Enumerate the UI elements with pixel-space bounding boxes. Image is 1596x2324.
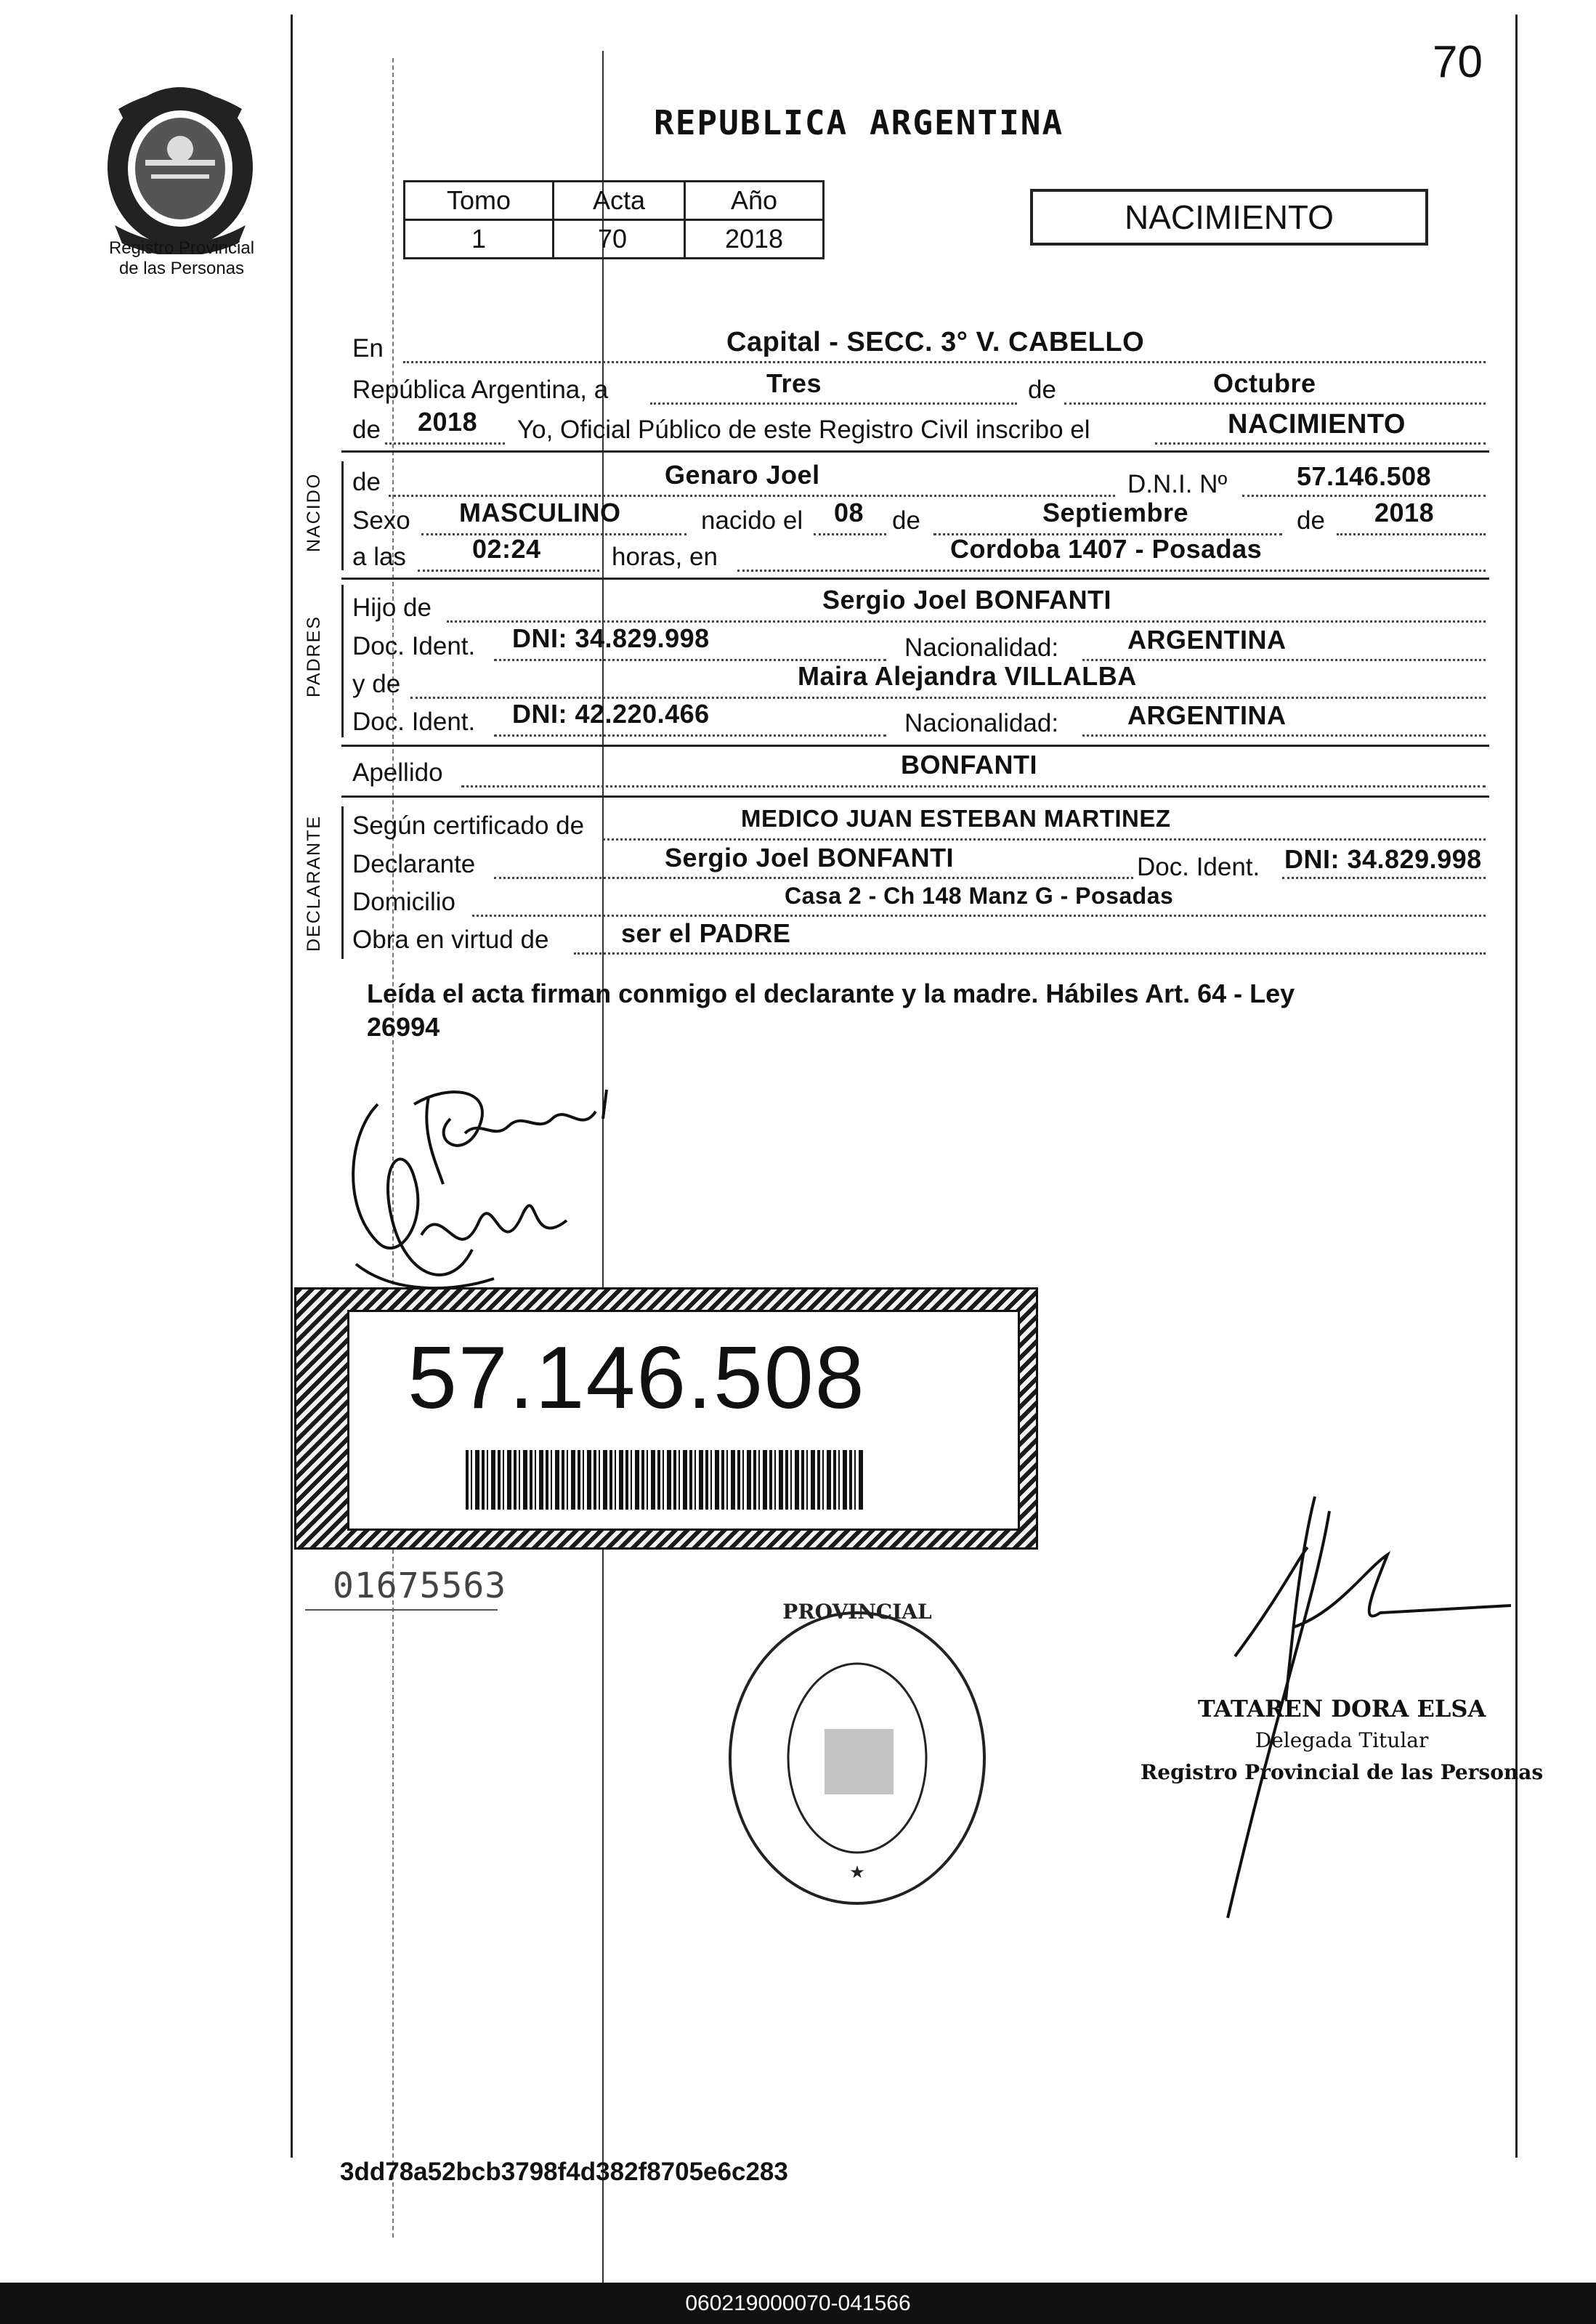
- section-label-nacido: NACIDO: [304, 472, 324, 552]
- dni-sticker-number: 57.146.508: [408, 1328, 866, 1427]
- table-header-ano: Año: [685, 182, 824, 220]
- svg-text:★: ★: [849, 1862, 865, 1882]
- table-header-acta: Acta: [554, 182, 685, 220]
- child-birth-year: 2018: [1374, 498, 1435, 527]
- surname: BONFANTI: [901, 750, 1037, 780]
- document-title: REPUBLICA ARGENTINA: [654, 103, 1064, 142]
- declarant-relation: ser el PADRE: [621, 918, 791, 948]
- dni-sticker-inner: [347, 1310, 1020, 1531]
- mother-nationality: ARGENTINA: [1127, 700, 1287, 730]
- declarant-doc: DNI: 34.829.998: [1284, 844, 1482, 874]
- serial-number: 01675563: [333, 1566, 507, 1606]
- official-stamp: [1141, 1693, 1543, 1789]
- document-hash: 3dd78a52bcb3798f4d382f8705e6c283: [340, 2158, 788, 2186]
- official-title: Delegada Titular: [1255, 1728, 1429, 1752]
- intro-act: NACIMIENTO: [1228, 409, 1406, 440]
- child-name: Genaro Joel: [665, 460, 820, 490]
- mother-doc: DNI: 42.220.466: [512, 699, 710, 729]
- table-value-ano: 2018: [685, 220, 824, 259]
- declarant-name: Sergio Joel BONFANTI: [665, 843, 955, 872]
- declarant-signature: [334, 1075, 625, 1308]
- official-name: TATAREN DORA ELSA: [1197, 1695, 1486, 1722]
- intro-row-1: En: [352, 334, 384, 363]
- seal-caption: [734, 1918, 995, 1919]
- intro-day: Tres: [766, 368, 822, 398]
- intro-year: 2018: [418, 407, 478, 437]
- dni-sticker: [294, 1287, 1038, 1550]
- page-number: 70: [1433, 37, 1483, 87]
- table-value-acta: 70: [554, 220, 685, 259]
- barcode: [466, 1450, 865, 1510]
- act-type-box: [1030, 189, 1428, 246]
- registry-seal: [719, 1584, 1010, 1911]
- section-label-padres: PADRES: [304, 615, 324, 697]
- child-birth-day: 08: [834, 498, 864, 527]
- official-org: Registro Provincial de las Personas: [1141, 1760, 1544, 1784]
- closing-text: Leída el acta firman conmigo el declarante y la madre. Hábiles Art. 64 - Ley 26994: [367, 979, 1295, 1042]
- father-doc: DNI: 34.829.998: [512, 623, 710, 653]
- intro-month: Octubre: [1213, 368, 1316, 398]
- declarant-address: Casa 2 - Ch 148 Manz G - Posadas: [785, 883, 1174, 909]
- intro-row-3: de: [352, 416, 381, 444]
- act-type: NACIMIENTO: [1125, 198, 1334, 236]
- svg-text:PROVINCIAL: PROVINCIAL: [782, 1600, 932, 1624]
- province-logo: [93, 80, 267, 254]
- footer-bar: [0, 2283, 1596, 2324]
- separator: [341, 450, 1489, 453]
- child-birth-time: 02:24: [472, 534, 541, 564]
- section-label-declarante: DECLARANTE: [304, 814, 324, 952]
- intro-place: Capital - SECC. 3° V. CABELLO: [726, 327, 1145, 357]
- mother-name: Maira Alejandra VILLALBA: [798, 661, 1137, 691]
- record-table: [403, 180, 825, 259]
- father-name: Sergio Joel BONFANTI: [822, 585, 1112, 615]
- child-sex: MASCULINO: [459, 498, 621, 527]
- child-birth-month: Septiembre: [1042, 498, 1189, 527]
- certificate-issuer: MEDICO JUAN ESTEBAN MARTINEZ: [741, 805, 1171, 832]
- intro-row-2: República Argentina, a: [352, 376, 609, 404]
- footer-code: 060219000070-041566: [685, 2291, 911, 2315]
- left-margin-line: [291, 15, 293, 2158]
- child-birth-place: Cordoba 1407 - Posadas: [950, 534, 1263, 564]
- table-value-tomo: 1: [405, 220, 554, 259]
- father-nationality: ARGENTINA: [1127, 625, 1287, 655]
- child-dni: 57.146.508: [1297, 461, 1432, 491]
- logo-caption: Registro Provincial de las Personas: [108, 238, 255, 278]
- table-header-tomo: Tomo: [405, 182, 554, 220]
